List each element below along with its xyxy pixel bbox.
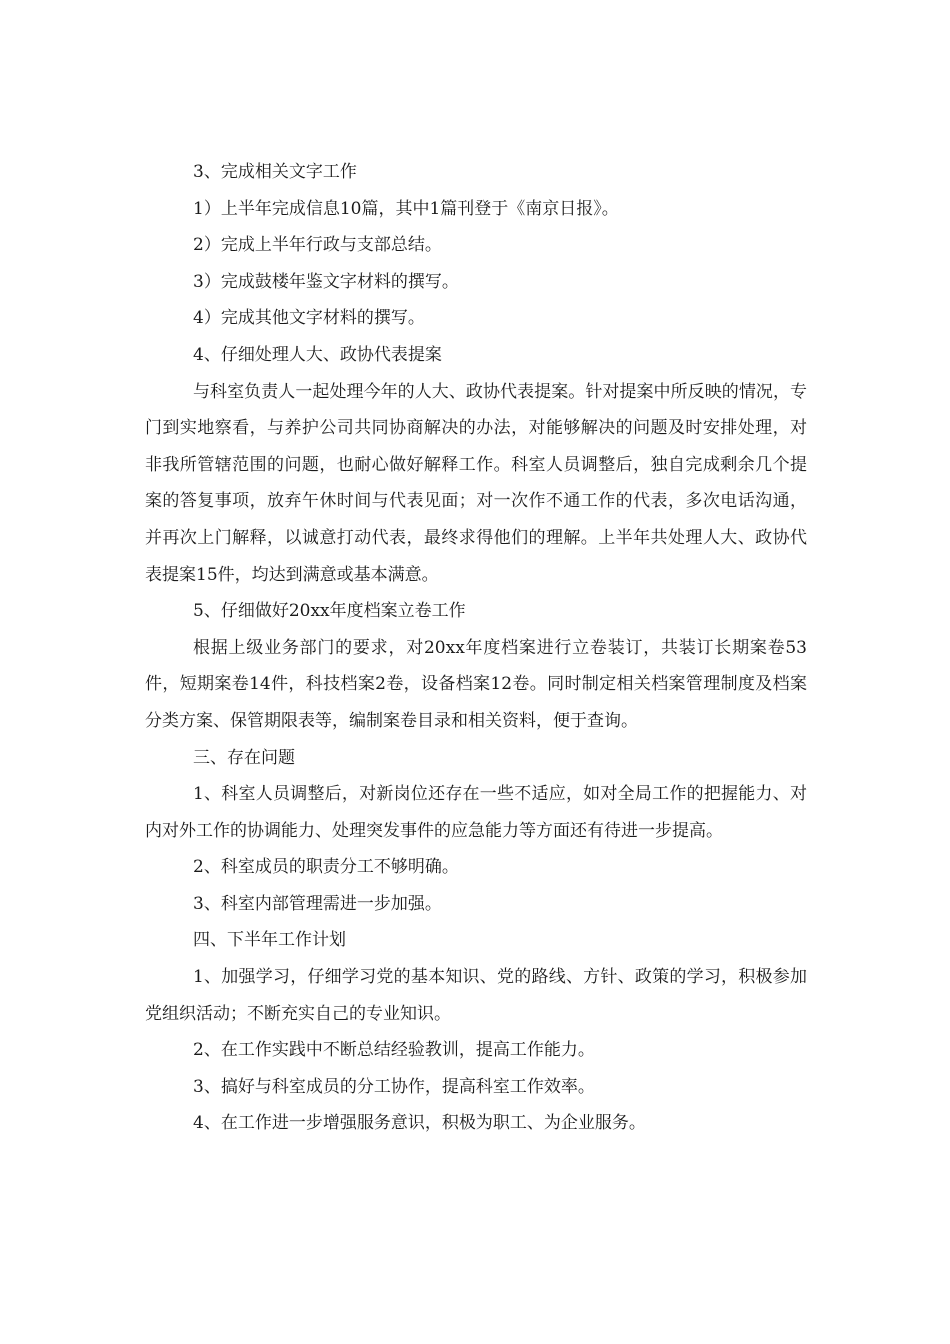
paragraph-proposals: 与科室负责人一起处理今年的人大、政协代表提案。针对提案中所反映的情况，专门到实地察看，与养护公司共同协商解决的办法，对能够解决的问题及时安排处理，对非我所管辖范围的问题，也耐心做好解释工作。科室人员调整后，独自完成剩余几个提案的答复事项，放弃午休时间与代表见面；对一次作不通工作的代表，多次电话沟通，并再次上门解释，以诚意打动代表，最终求得他们的理解。上半年共处理人大、政协代表提案15件，均达到满意或基本满意。	[145, 381, 807, 585]
list-item: 3、科室内部管理需进一步加强。	[193, 893, 442, 914]
list-item: 1）上半年完成信息10篇，其中1篇刊登于《南京日报》。	[193, 198, 619, 219]
list-item: 3、搞好与科室成员的分工协作，提高科室工作效率。	[193, 1076, 595, 1097]
list-item: 4、在工作进一步增强服务意识，积极为职工、为企业服务。	[193, 1113, 646, 1134]
section-heading-plan: 四、下半年工作计划	[193, 930, 346, 951]
heading-text-work: 3、完成相关文字工作	[193, 162, 357, 182]
list-item: 3）完成鼓楼年鉴文字材料的撰写。	[193, 271, 459, 292]
paragraph-archives: 根据上级业务部门的要求，对20xx年度档案进行立卷装订，共装订长期案卷53件，短期案卷14件，科技档案2卷，设备档案12卷。同时制定相关档案管理制度及档案分类方案、保管期限表等，编制案卷目录和相关资料，便于查询。	[145, 637, 807, 731]
list-item: 1、加强学习，仔细学习党的基本知识、党的路线、方针、政策的学习，积极参加党组织活动；不断充实自己的专业知识。	[145, 967, 807, 1024]
document-body	[145, 154, 807, 1142]
list-item: 2、科室成员的职责分工不够明确。	[193, 857, 459, 878]
list-item: 2）完成上半年行政与支部总结。	[193, 235, 442, 256]
list-item: 4）完成其他文字材料的撰写。	[193, 308, 425, 329]
section-heading-problems: 三、存在问题	[193, 747, 295, 768]
list-item: 1、科室人员调整后，对新岗位还存在一些不适应，如对全局工作的把握能力、对内对外工作的协调能力、处理突发事件的应急能力等方面还有待进一步提高。	[145, 784, 807, 841]
heading-proposals: 4、仔细处理人大、政协代表提案	[193, 344, 442, 365]
heading-archives: 5、仔细做好20xx年度档案立卷工作	[193, 601, 466, 622]
list-item: 2、在工作实践中不断总结经验教训，提高工作能力。	[193, 1040, 595, 1061]
